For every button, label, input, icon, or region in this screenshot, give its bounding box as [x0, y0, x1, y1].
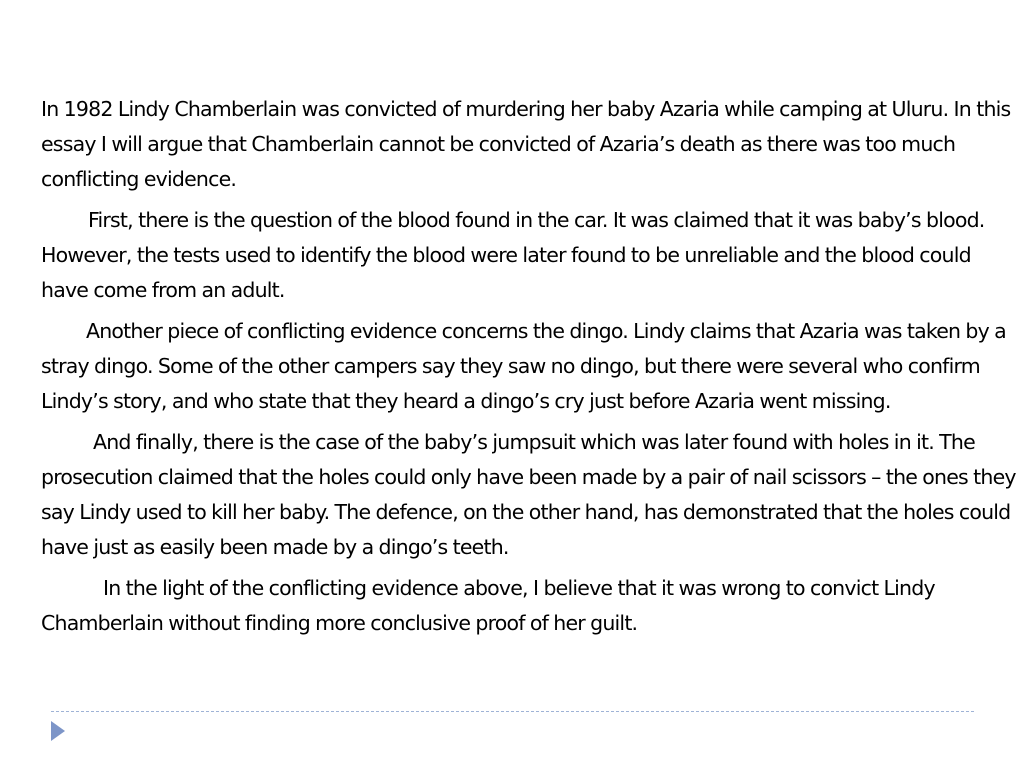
essay-paragraph-dingo: Another piece of conflicting evidence concerns the dingo. Lindy claims that Azaria was taken by a stray dingo. Some of the other campers say they saw no dingo, but there were several who confirm Lindy’s story, and who state that they heard a dingo’s cry just before Azaria went missing. [41, 319, 1006, 413]
essay-paragraph-blood: First, there is the question of the blood found in the car. It was claimed that it was baby’s blood. However, the tests used to identify the blood were later found to be unreliable and the blood could have come from an adult. [41, 208, 985, 302]
essay-paragraph-intro: In 1982 Lindy Chamberlain was convicted of murdering her baby Azaria while camping at Uluru. In this essay I will argue that Chamberlain cannot be convicted of Azaria’s death as there was too much conflicting evidence. [41, 97, 1011, 191]
essay-body [41, 92, 1016, 647]
triangle-bullet-icon [51, 721, 65, 741]
dashed-divider [51, 711, 974, 712]
essay-paragraph-conclusion: In the light of the conflicting evidence above, I believe that it was wrong to convict Lindy Chamberlain without finding more conclusive proof of her guilt. [41, 576, 935, 635]
essay-paragraph-jumpsuit: And finally, there is the case of the baby’s jumpsuit which was later found with holes in it. The prosecution claimed that the holes could only have been made by a pair of nail scissors – the ones they say Lindy used to kill her baby. The defence, on the other hand, has demonstrated that the holes could have just as easily been made by a dingo’s teeth. [41, 430, 1016, 559]
